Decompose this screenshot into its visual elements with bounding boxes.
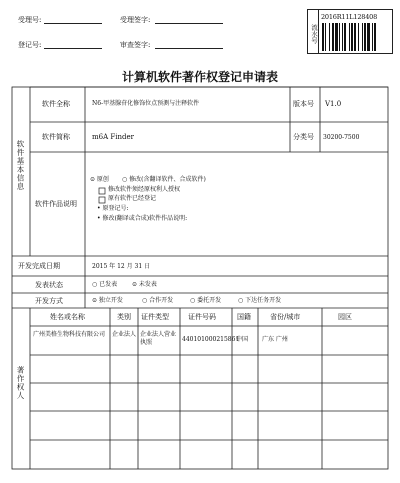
published-option[interactable]: ○ 已发表 — [92, 281, 118, 288]
development-label: 开发方式 — [35, 297, 63, 305]
short-name-label: 软件简称 — [42, 133, 70, 141]
desc-original-option[interactable]: ⊙ 原创 — [90, 176, 109, 183]
reg-no-label: 登记号: — [18, 41, 42, 49]
holder-nationality: 中国 — [236, 336, 249, 343]
publication-label: 发表状态 — [35, 281, 63, 289]
short-name-value: m6A Finder — [92, 133, 134, 141]
dev-cooperative-option[interactable]: ○ 合作开发 — [142, 297, 174, 304]
col-name: 姓名或名称 — [50, 313, 85, 321]
col-province-city: 省份/城市 — [270, 313, 301, 321]
col-nationality: 国籍 — [237, 313, 251, 321]
desc-mod-note: • 修改(翻译或合成)软件作品说明: — [97, 215, 188, 222]
receipt-no-label: 受理号: — [18, 16, 42, 24]
dev-assigned-option[interactable]: ○ 下达任务开发 — [238, 297, 282, 304]
holder-name: 广州美格生物科技有限公司 — [33, 331, 106, 338]
desc-modified-option[interactable]: ○ 修改(含翻译软件、合成软件) — [122, 176, 206, 183]
serial-label: 流水号 — [308, 10, 319, 53]
desc-auth-option: 修改软件须经原权利人授权 — [108, 186, 181, 193]
completion-label: 开发完成日期 — [18, 262, 60, 270]
col-id-number: 证件号码 — [188, 313, 216, 321]
review-sign-label: 审查签字: — [120, 41, 151, 49]
col-park: 园区 — [338, 313, 352, 321]
dev-independent-option[interactable]: ⊙ 独立开发 — [92, 297, 123, 304]
version-value: V1.0 — [325, 100, 342, 108]
holder-id-number: 440101000215861 — [182, 336, 240, 343]
holder-type: 企业法人 — [112, 331, 137, 338]
form-title: 计算机软件著作权登记申请表 — [121, 70, 278, 84]
full-name-value: N6-甲基腺苷化修饰位点预测与注释软件 — [92, 100, 200, 107]
col-type: 类别 — [117, 313, 131, 321]
category-value: 30200-7500 — [323, 134, 360, 141]
col-id-type: 证件类型 — [141, 313, 169, 321]
completion-value: 2015 年 12 月 31 日 — [92, 263, 151, 270]
holder-province-city: 广东 广州 — [262, 336, 288, 343]
serial-number: 2016R11L128408 — [321, 13, 378, 21]
description-label: 软件作品说明 — [35, 200, 77, 208]
section-copyright-holder: 著作权人 — [16, 366, 25, 400]
version-label: 版本号 — [293, 100, 314, 108]
desc-registered-option: 原有软件已经登记 — [108, 195, 157, 202]
full-name-label: 软件全称 — [42, 100, 70, 108]
desc-prev-reg: • 原登记号: — [97, 205, 129, 212]
checkbox-auth[interactable] — [99, 188, 105, 194]
receipt-sign-label: 受理签字: — [120, 16, 151, 24]
holder-id-type: 企业法人营业执照 — [140, 331, 177, 346]
section-software-basic-info: 软件基本信息 — [16, 140, 25, 191]
category-label: 分类号 — [293, 133, 314, 141]
checkbox-registered[interactable] — [99, 197, 105, 203]
unpublished-option[interactable]: ⊙ 未发表 — [132, 281, 157, 288]
dev-commissioned-option[interactable]: ○ 委托开发 — [190, 297, 222, 304]
